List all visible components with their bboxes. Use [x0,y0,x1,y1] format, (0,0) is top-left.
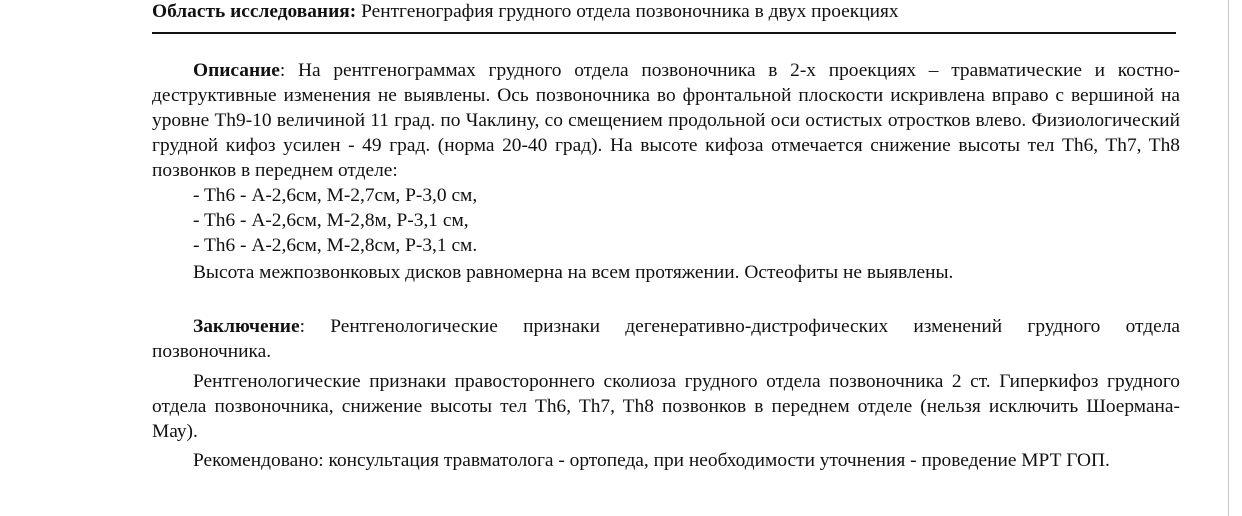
study-area-value: Рентгенография грудного отдела позвоночника в двух проекциях [361,1,899,22]
description-label: Описание [193,60,280,81]
page-edge [1228,0,1229,516]
measurement-line-3: - Th6 - А-2,6см, М-2,8см, Р-3,1 см. [193,235,478,256]
recommendation-paragraph: Рекомендовано: консультация травматолога - ортопеда, при необходимости уточнения - проведение МРТ ГОП. [193,450,1110,471]
conclusion-finding-2: Рентгенологические признаки правостороннего сколиоза грудного отдела позвоночника 2 ст. Гиперкифоз грудного отдела позвоночника, снижение высоты тел Th6, Th7, Th8 позвонков в переднем отделе (нельзя исключить Шоермана-Мау). [152,371,1180,442]
conclusion-paragraph [152,314,1180,364]
study-area-label: Область исследования: [152,1,357,22]
conclusion-label: Заключение [193,316,300,337]
discs-line: Высота межпозвонковых дисков равномерна на всем протяжении. Остеофиты не выявлены. [193,262,954,283]
conclusion-text: : Рентгенологические признаки дегенеративно-дистрофических изменений грудного отдела позвоночника. [152,316,1180,362]
study-area-header [152,0,1182,24]
description-text: : На рентгенограммах грудного отдела позвоночника в 2-х проекциях – травматические и костно-деструктивные изменения не выявлены. Ось позвоночника во фронтальной плоскости искривлена вправо с вершиной на уровне Th9-10 величиной 11 град. по Чаклину, со смещением продольной оси остистых отростков влево. Физиологический грудной кифоз усилен - 49 град. (норма 20-40 град). На высоте кифоза отмечается снижение высоты тел Th6, Th7, Th8 позвонков в переднем отделе: [152,60,1180,181]
measurement-line-2: - Th6 - А-2,6см, М-2,8м, Р-3,1 см, [193,210,469,231]
header-divider [152,32,1176,34]
measurement-line-1: - Th6 - А-2,6см, М-2,7см, Р-3,0 см, [193,185,478,206]
description-paragraph [152,58,1180,183]
